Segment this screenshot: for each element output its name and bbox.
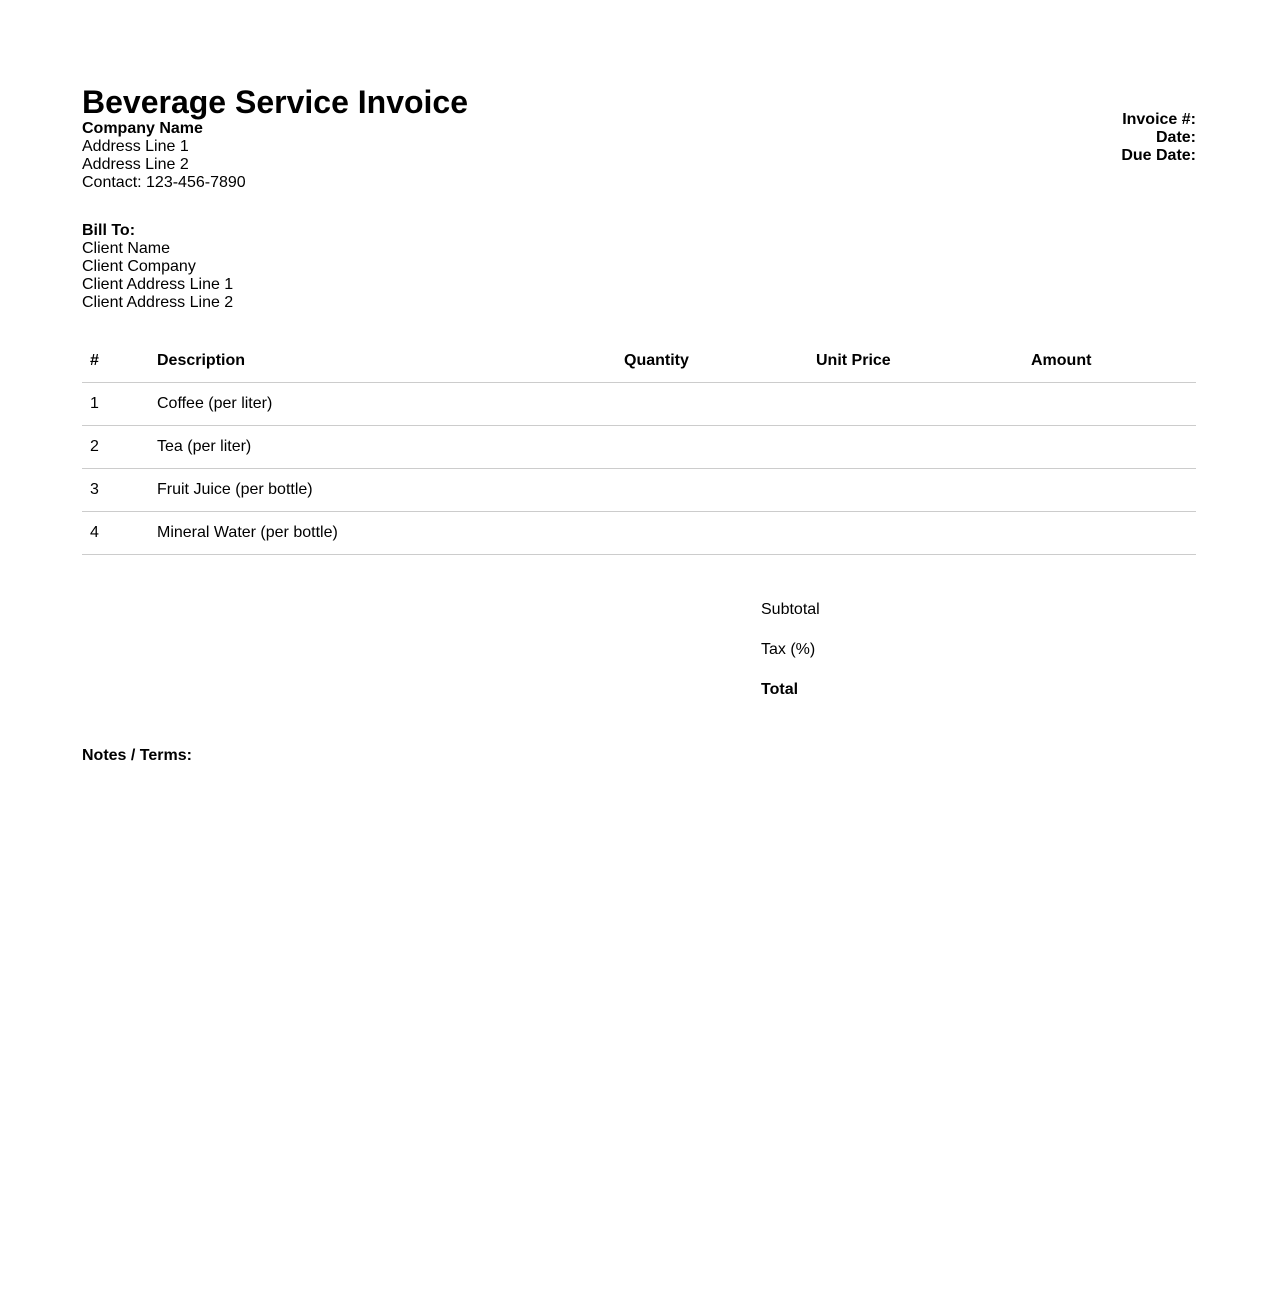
tax-label: Tax (%) — [761, 641, 816, 658]
line-items-table — [82, 340, 1196, 555]
invoice-title: Beverage Service Invoice — [82, 84, 469, 120]
bill-to-block — [82, 222, 233, 312]
client-name: Client Name — [82, 240, 171, 257]
row-description: Tea (per liter) — [149, 426, 616, 469]
table-header-row — [82, 340, 1196, 383]
row-number: 1 — [82, 383, 149, 426]
header-quantity: Quantity — [616, 340, 808, 383]
bill-to-label: Bill To: — [82, 222, 136, 239]
row-description: Fruit Juice (per bottle) — [149, 469, 616, 512]
company-name: Company Name — [82, 120, 203, 137]
header-unit-price: Unit Price — [808, 340, 1023, 383]
company-address-line-2: Address Line 2 — [82, 156, 189, 173]
client-company: Client Company — [82, 258, 196, 275]
row-quantity — [616, 512, 808, 555]
header-number: # — [82, 340, 149, 383]
invoice-number-label: Invoice #: — [1122, 111, 1196, 128]
invoice-header — [82, 84, 1196, 204]
invoice-page — [82, 84, 1196, 764]
row-quantity — [616, 383, 808, 426]
notes-terms-label: Notes / Terms: — [82, 747, 192, 764]
table-row — [82, 426, 1196, 469]
subtotal-label: Subtotal — [761, 601, 820, 618]
row-unit-price — [808, 469, 1023, 512]
table-row — [82, 469, 1196, 512]
row-description: Mineral Water (per bottle) — [149, 512, 616, 555]
row-description: Coffee (per liter) — [149, 383, 616, 426]
row-amount — [1023, 426, 1196, 469]
table-row — [82, 512, 1196, 555]
row-unit-price — [808, 512, 1023, 555]
client-address-line-2: Client Address Line 2 — [82, 294, 234, 311]
due-date-label: Due Date: — [1121, 147, 1196, 164]
total-label: Total — [761, 681, 799, 698]
date-label: Date: — [1155, 129, 1196, 146]
totals-block — [753, 590, 820, 710]
table-row — [82, 383, 1196, 426]
row-quantity — [616, 426, 808, 469]
company-block — [82, 120, 246, 192]
row-number: 3 — [82, 469, 149, 512]
row-number: 4 — [82, 512, 149, 555]
invoice-meta — [1121, 111, 1196, 165]
row-amount — [1023, 469, 1196, 512]
company-address-line-1: Address Line 1 — [82, 138, 189, 155]
row-quantity — [616, 469, 808, 512]
row-amount — [1023, 512, 1196, 555]
client-address-line-1: Client Address Line 1 — [82, 276, 234, 293]
row-unit-price — [808, 383, 1023, 426]
row-amount — [1023, 383, 1196, 426]
header-description: Description — [149, 340, 616, 383]
row-unit-price — [808, 426, 1023, 469]
header-amount: Amount — [1023, 340, 1196, 383]
company-contact: Contact: 123-456-7890 — [82, 174, 246, 191]
row-number: 2 — [82, 426, 149, 469]
